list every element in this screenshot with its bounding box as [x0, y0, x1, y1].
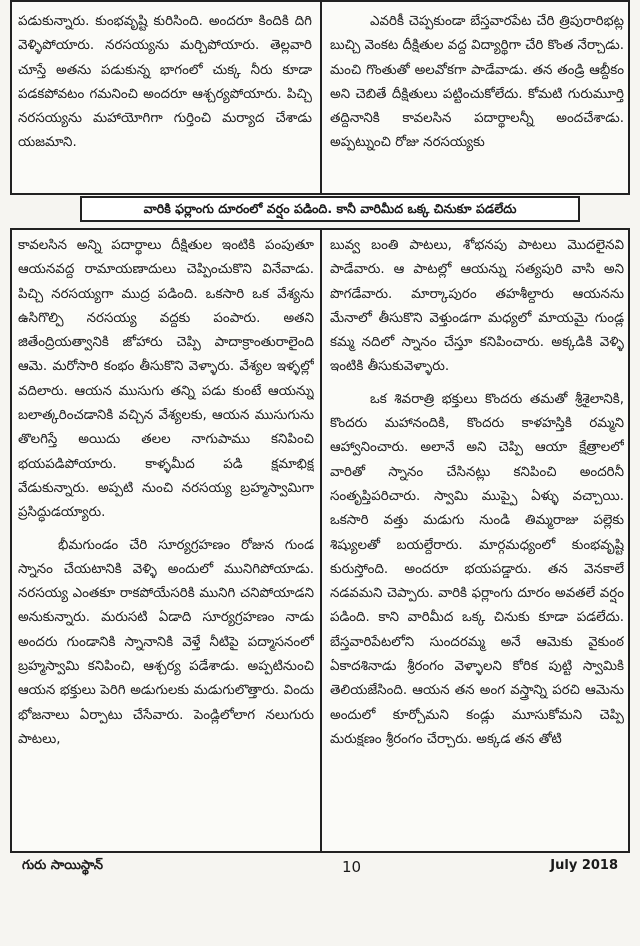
right-column — [330, 234, 624, 849]
main-divider — [320, 230, 322, 853]
page-margin — [0, 880, 640, 946]
top-article-box — [10, 0, 630, 195]
page-number: 10 — [342, 858, 362, 876]
top-left-column — [18, 10, 312, 190]
top-left-text: పడుకున్నారు. కుంభవృష్టి కురిసింది. అందరూ కిందికి దిగి వెళ్ళిపోయారు. నరసయ్యను మర్చిపోయారు. తెల్లవారి చూస్తే అతను పడుకున్న భాగంలో చుక్క నీరు కూడా పడకపోవటం గమనించి అందరూ ఆశ్చర్యపోయారు. పిచ్చి నరసయ్యను మహాయోగిగా గుర్తించి మర్యాద చేశాడు యజమాని. — [18, 14, 312, 151]
top-right-column — [330, 10, 624, 190]
left-paragraph-1: కావలసిన అన్ని పదార్థాలు దీక్షితుల ఇంటికి పంపుతూ ఆయనవద్ద రామాయణాదులు చెప్పించుకొని వినేవాడు. పిచ్చి నరసయ్యగా ముద్ర పడింది. ఒకసారి ఒక వేశ్యను ఉసిగొల్పి నరసయ్య వద్దకు పంపారు. అతని జితేంద్రియత్వానికి జోహారు చెప్పి పాదాక్రాంతురాలైంది ఆమె. మరోసారి కంభం తీసుకొని వెళ్ళారు. వేశ్యల ఇళ్ళల్లో వదిలారు. ఆయన ముసుగు తన్ని పడు కుంటే ఆయన్ను బలాత్కరించడానికి వచ్చిన వేశ్యలకు, ఆయన ముసుగును తొలగిస్తే అయిదు తలల నాగుపాము కనిపించి భయపడిపోయారు. కాళ్ళమీద పడి క్షమాభిక్ష వేడుకున్నారు. అప్పటి నుంచి నరసయ్య బ్రహ్మస్వామిగా ప్రసిద్ధుడయ్యారు. — [18, 238, 314, 521]
page-footer — [22, 858, 618, 880]
top-divider — [320, 2, 322, 195]
right-paragraph-1: బువ్వ బంతి పాటలు, శోభనపు పాటలు మొదలైనవి పాడేవారు. ఆ పాటల్లో ఆయన్ను సత్యపురి వాసి అని పొగడేవారు. మార్కాపురం తహశీల్దారు ఆయనను మేనాలో తీసుకొని వెళ్తుండగా మధ్యలో మాయమై గుండ్ల కమ్మ నదిలో స్నానం చేస్తూ కనిపించారు. అక్కడికి వెళ్ళి ఇంటికి తీసుకువెళ్ళారు. — [330, 238, 624, 375]
main-article-box — [10, 228, 630, 853]
left-paragraph-2: భీమగుండం చేరి సూర్యగ్రహణం రోజున గుండ స్నానం చేయటానికి వెళ్ళి అందులో మునిగిపోయాడు. నరసయ్య ఎంతకూ రాకపోయేసరికి మునిగి చనిపోయాడని అనుకున్నారు. మరుసటి ఏడాది సూర్యగ్రహణం నాడు అందరు గుండానికి స్నానానికి వెళ్తే నీటిపై పద్మాసనంలో బ్రహ్మస్వామి కనిపించి, ఆశ్చర్య పడేశాడు. అప్పటినుంచి ఆయన భక్తులు పెరిగి అడుగులకు మడుగులొత్తారు. విందు భోజనాలు ఏర్పాటు చేసేవారు. పెండ్లిలోలాగ నలుగురు పాటలు, — [18, 537, 314, 747]
right-paragraph-2: ఒక శివరాత్రి భక్తులు కొందరు తమతో శ్రీశైలానికి, కొందరు మహానందికి, కొందరు కాళహస్తికి రమ్మని ఆహ్వానించారు. అలానే అని చెప్పి ఆయా క్షేత్రాలలో వారితో స్నానం చేసినట్లు కనిపించి అందరినీ సంతృప్తిపరిచారు. స్వామి ముప్పై ఏళ్ళు వచ్చాయి. ఒకసారి వత్తు మడుగు నుండి తిమ్మరాజు పల్లెకు శిష్యులతో బయల్దేరారు. మార్గమధ్యంలో కుంభవృష్టి కురుస్తోంది. అందరూ భయపడ్డారు. తన వెనకాలే నడవమని చెప్పారు. వారికి ఫర్లాంగు దూరం అవతలే వర్షం పడింది. కాని వారిమీద ఒక్క చినుకు కూడా పడలేదు. బేస్తవారిపేటలోని సుందరమ్మ అనే ఆమెకు వైకుంఠ ఏకాదశినాడు శ్రీరంగం వెళ్ళాలని కోరిక పుట్టి స్వామికి తెలియజేసింది. ఆయన తన అంగ వస్త్రాన్ని పరచి ఆమెను అందులో కూర్చోమని కండ్లు మూసుకోమని చెప్పి మరుక్షణం శ్రీరంగం చేర్చారు. అక్కడ తన తోటి — [330, 391, 624, 747]
pull-quote-banner: వారికి ఫర్లాంగు దూరంలో వర్షం పడింది. కానీ వారిమీద ఒక్క చినుకూ పడలేదు — [80, 196, 580, 222]
issue-date: July 2018 — [550, 858, 618, 873]
magazine-name: గురు సాయిస్థాన్ — [22, 858, 103, 873]
top-right-text: ఎవరికీ చెప్పకుండా బేస్తవారపేట చేరి త్రిపురారిభట్ల బుచ్చి వెంకట దీక్షితుల వద్ద విద్యార్థిగా చేరి కొంత నేర్చాడు. మంచి గొంతుతో అలవోకగా పాడేవాడు. తన తండ్రి ఆబ్దీకం అని చెబితే దీక్షితులు పట్టించుకోలేదు. కోమటి గురుమూర్తి తద్దినానికి కావలసిన పదార్థాలన్నీ అందచేశాడు. అప్పట్నుంచి రోజు నరసయ్యకు — [330, 14, 624, 151]
left-column — [18, 234, 314, 849]
magazine-page — [10, 0, 630, 880]
